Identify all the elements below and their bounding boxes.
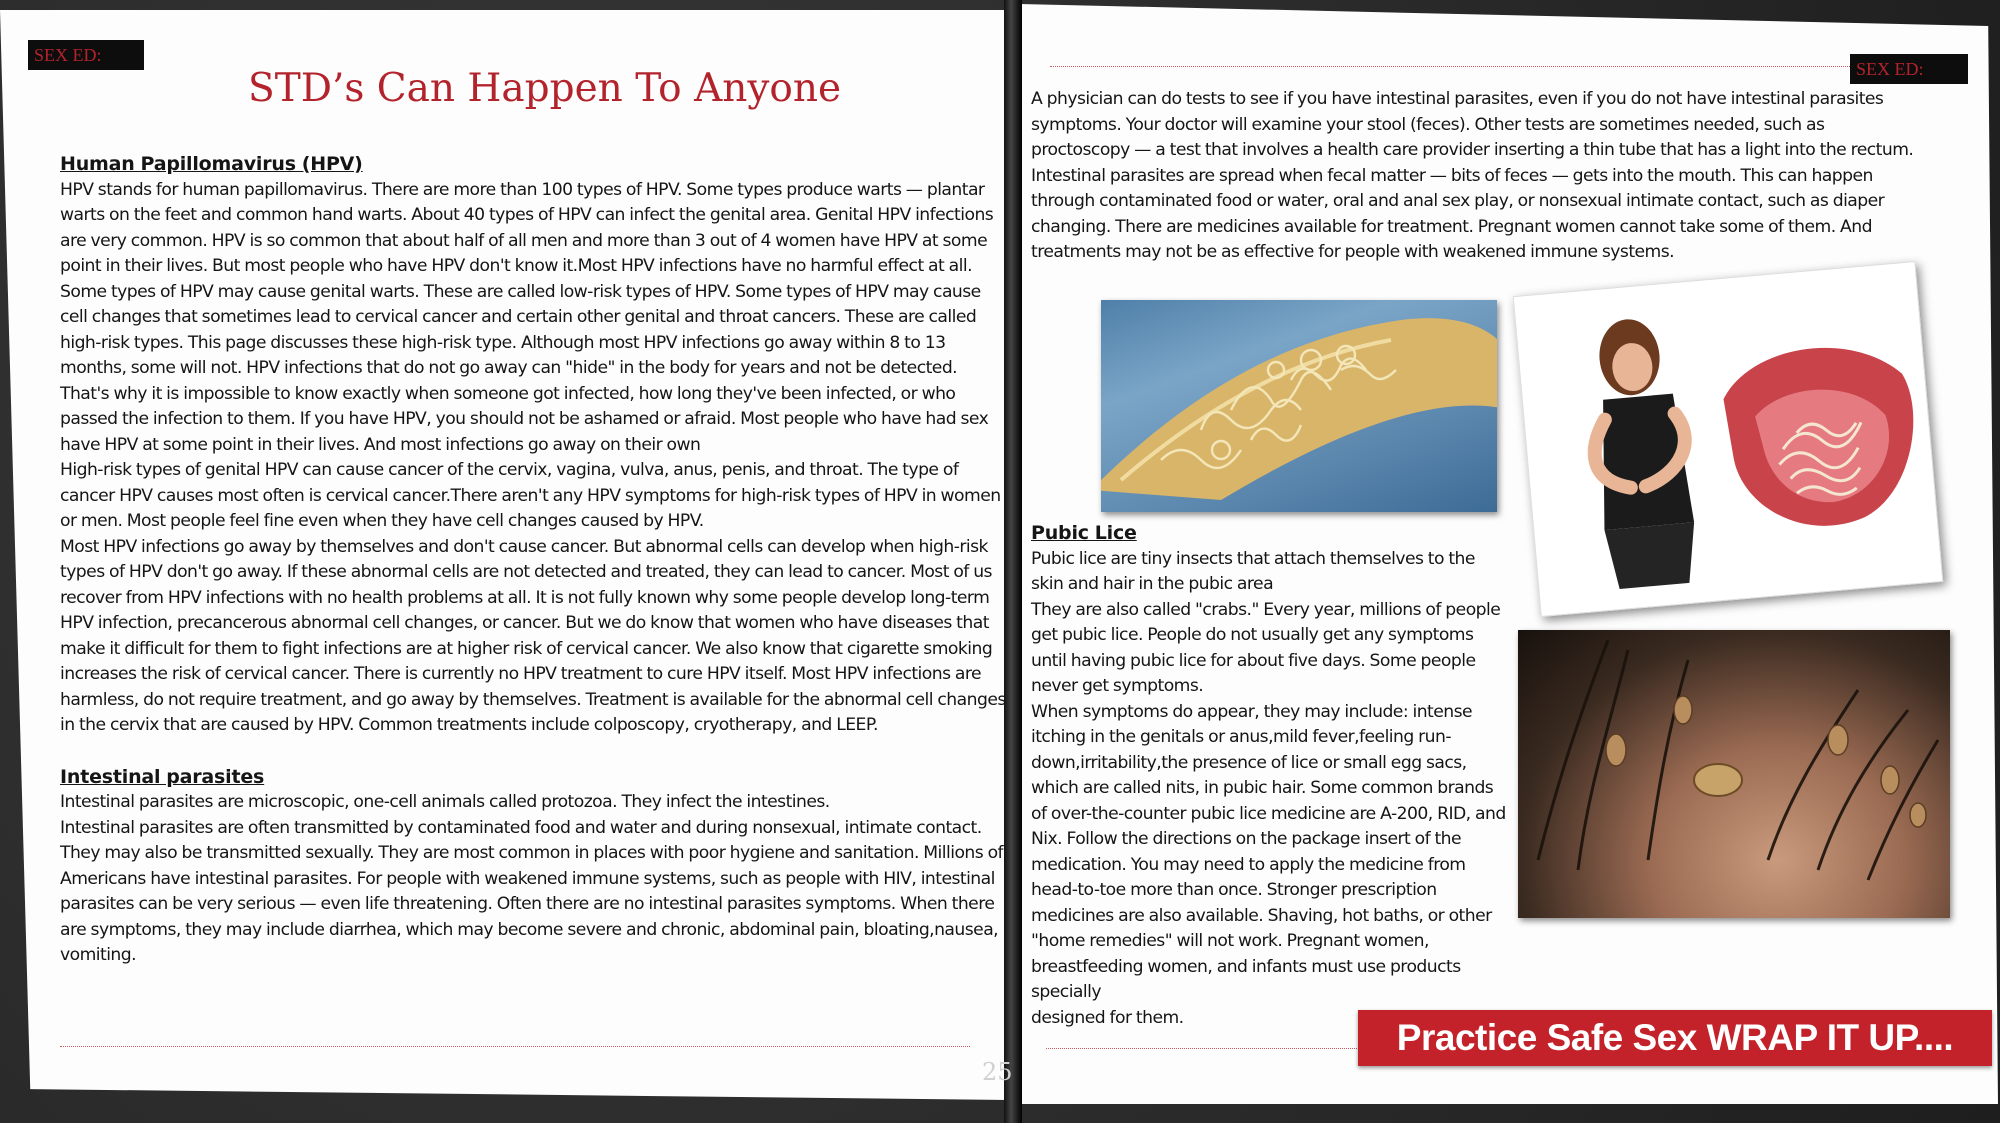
hpv-paragraph-1: HPV stands for human papillomavirus. There are more than 100 types of HPV. Some types produce warts — plantar warts on the feet and common hand warts. About 40 types of HPV can infect the genital area. Genital HPV infections are very common. HPV is so common that about half of all men and more than 3 out of 4 women have HPV at some point in their lives. But most people who have HPV don't know it.Most HPV infections have no harmful effect at all. Some types of HPV may cause genital warts. These are called low-risk types of HPV. Some types of HPV may cause cell changes that sometimes lead to cervical cancer and certain other genital and throat cancers. These are called high-risk types. This page discusses these high-risk type. Although most HPV infections go away within 8 to 13 months, some will not. HPV infections that do not go away can "hide" in the body for years and not be detected. That's why it is impossible to know exactly when someone got infected, how long they've been infected, or who passed the infection to them. If you have HPV, you should not be ashamed or afraid. Most people who have had sex have HPV at some point in their lives. And most infections go away on their own: [60, 179, 994, 455]
page-number: 25: [982, 1058, 1013, 1086]
lice-paragraph-3: When symptoms do appear, they may include: intense itching in the genitals or anus,mild fever,feeling run-down,irritability,the presence of lice or small egg sacs, which are called nits, in pubic hair. Some common brands of over-the-counter pubic lice medicine are A-200, RID, and Nix. Follow the directions on the package insert of the medication. You may need to apply the medicine from head-to-toe more than once. Stronger prescription medicines are also available. Shaving, hot baths, or other "home remedies" will not work. Pregnant women, breastfeeding women, and infants must use products specially: [1031, 701, 1506, 1002]
right-header-rule: [1050, 66, 1850, 67]
intestinal-worms-photo: [1101, 300, 1497, 512]
left-column: [60, 152, 1008, 969]
lice-paragraph-2: They are also called "crabs." Every year, millions of people get pubic lice. People do not usually get any symptoms until having pubic lice for about five days. Some people never get symptoms.: [1031, 599, 1501, 696]
pubic-lice-heading: Pubic Lice: [1031, 522, 1137, 544]
pubic-lice-photo: [1518, 630, 1950, 918]
abdominal-pain-collage: [1513, 261, 1944, 617]
lice-paragraph-4: designed for them.: [1031, 1007, 1184, 1028]
right-footer-rule: [1046, 1048, 1361, 1049]
woman-figure: [1583, 315, 1699, 590]
hpv-paragraph-3: Most HPV infections go away by themselves and don't cause cancer. But abnormal cells can develop when high-risk types of HPV don't go away. If these abnormal cells are not detected and treated, they can lead to cancer. Most of us recover from HPV infections with no health problems at all. It is not fully known why some people develop long-term HPV infection, precancerous abnormal cell changes, or cancer. But we do know that women who have diseases that make it difficult for them to fight infections are at higher risk of cervical cancer. We also know that cigarette smoking increases the risk of cervical cancer. There is currently no HPV treatment to cure HPV itself. Most HPV infections are harmless, do not require treatment, and go away by themselves. Treatment is available for the abnormal cell changes in the cervix that are caused by HPV. Common treatments include colposcopy, cryotherapy, and LEEP.: [60, 536, 1006, 735]
left-footer-rule: [60, 1046, 970, 1047]
page-title: STD’s Can Happen To Anyone: [248, 66, 842, 111]
intestinal-paragraph-2: Intestinal parasites are often transmitted by contaminated food and water and during nonsexual, intimate contact. They may also be transmitted sexually. They are most common in places with poor hygiene and sanitation. Millions of Americans have intestinal parasites. For people with weakened immune systems, such as people with HIV, intestinal parasites can be very serious — even life threatening. Often there are no intestinal parasites symptoms. When there are symptoms, they may include diarrhea, which may become severe and chronic, abdominal pain, bloating,nausea, vomiting.: [60, 817, 1004, 965]
lice-illustration: [1518, 630, 1950, 918]
sex-ed-tag-right: SEX ED:: [1850, 54, 1968, 84]
hpv-heading: Human Papillomavirus (HPV): [60, 153, 363, 175]
safe-sex-banner: Practice Safe Sex WRAP IT UP....: [1358, 1010, 1992, 1066]
lice-paragraph-1: Pubic lice are tiny insects that attach themselves to the skin and hair in the pubic area: [1031, 548, 1475, 594]
intestine-illustration: [1720, 340, 1922, 534]
sex-ed-tag-left: SEX ED:: [28, 40, 144, 70]
pubic-lice-column: [1031, 521, 1511, 1031]
worms-illustration: [1101, 300, 1497, 512]
intestinal-heading: Intestinal parasites: [60, 765, 265, 788]
intestinal-paragraph-1: Intestinal parasites are microscopic, one-cell animals called protozoa. They infect the intestines.: [60, 792, 830, 812]
collage-illustration: [1514, 262, 1945, 618]
right-intro: A physician can do tests to see if you have intestinal parasites, even if you do not have intestinal parasites symptoms. Your doctor will examine your stool (feces). Other tests are sometimes needed, such as proctoscopy — a test that involves a health care provider inserting a thin tube that has a light into the rectum. Intestinal parasites are spread when fecal matter — bits of feces — gets into the mouth. This can happen through contaminated food or water, oral and anal sex play, or nonsexual intimate contact, such as diaper changing. There are medicines available for treatment. Pregnant women cannot take some of them. And treatments may not be as effective for people with weakened immune systems.: [1031, 89, 1914, 262]
hpv-paragraph-2: High-risk types of genital HPV can cause cancer of the cervix, vagina, vulva, anus, penis, and throat. The type of cancer HPV causes most often is cervical cancer.There aren't any HPV symptoms for high-risk types of HPV in women or men. Most people feel fine even when they have cell changes caused by HPV.: [60, 460, 1001, 531]
